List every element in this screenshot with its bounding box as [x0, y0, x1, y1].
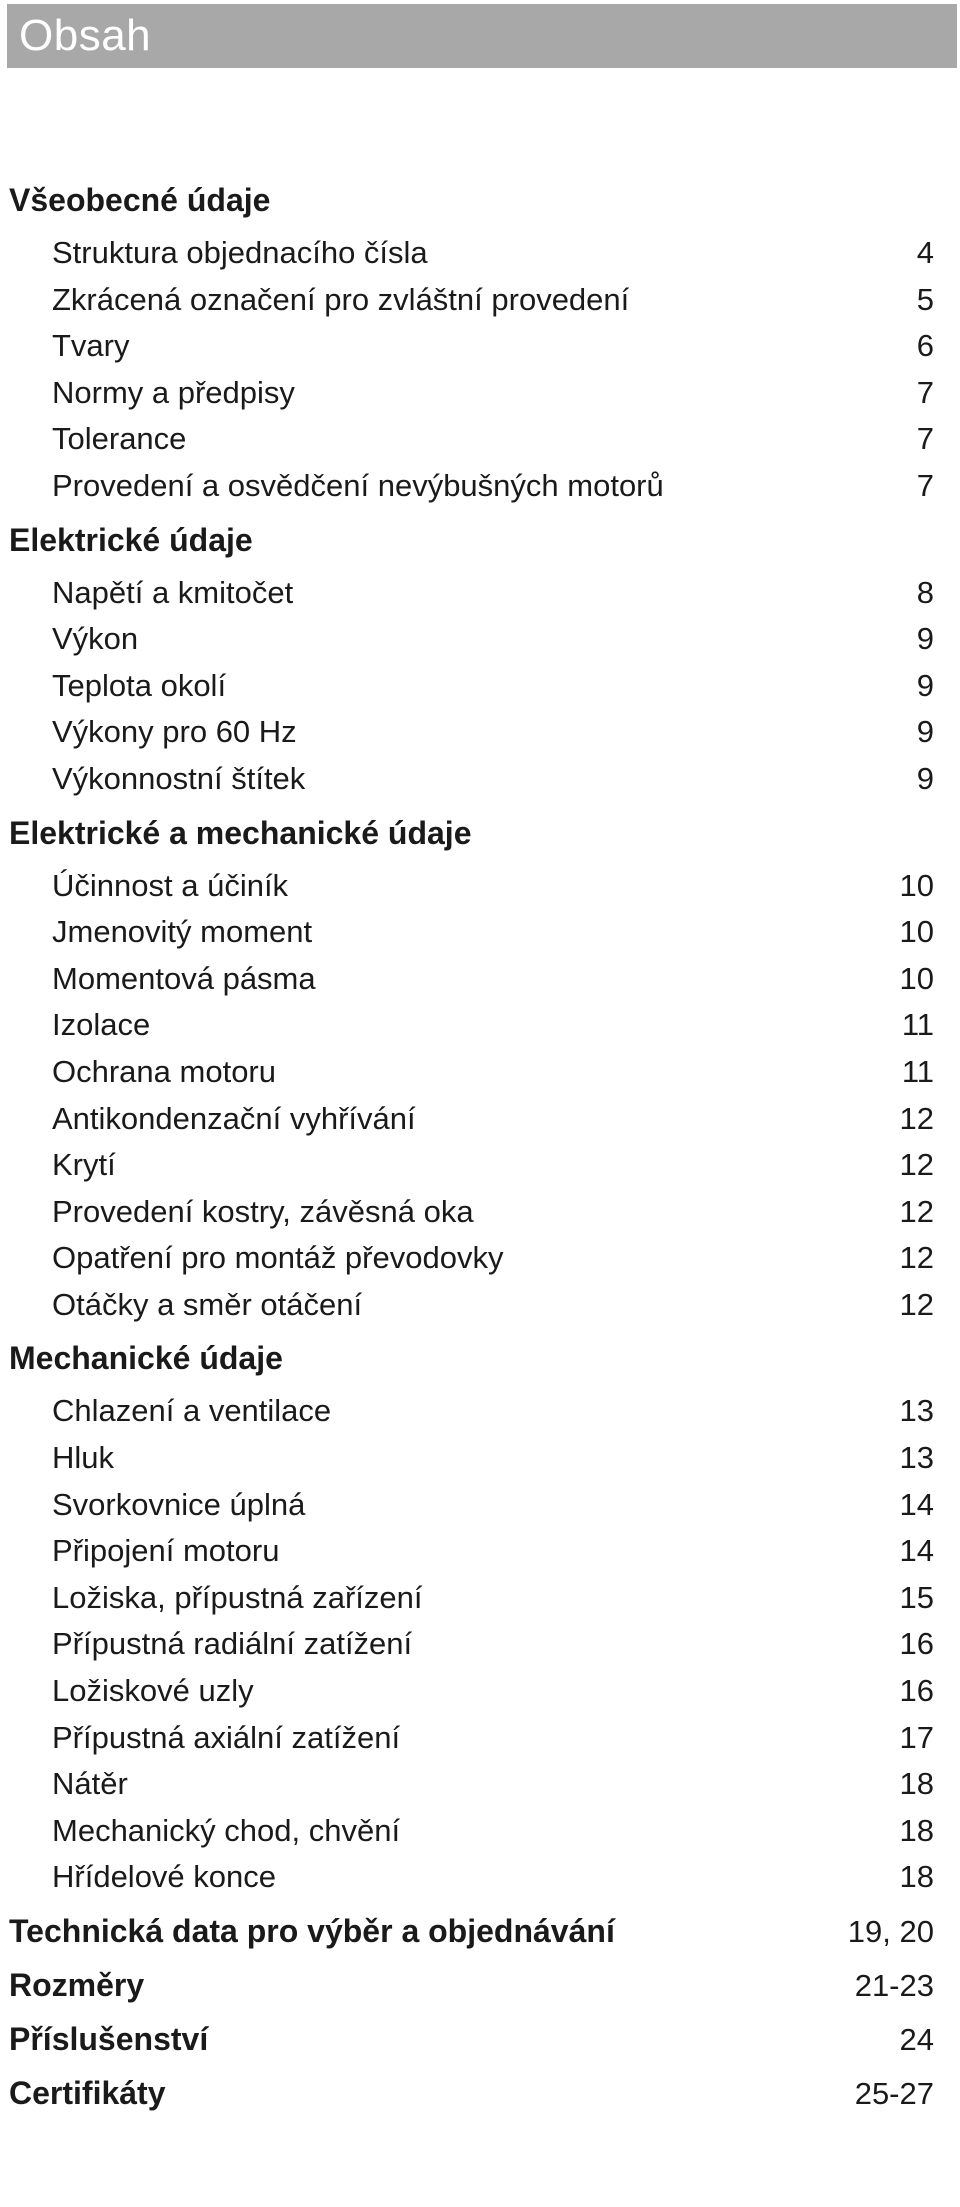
toc-section-heading [0, 180, 960, 220]
toc-entry[interactable] [0, 1854, 960, 1901]
entry-page: 5 [916, 281, 934, 317]
entry-page: 13 [899, 1440, 934, 1476]
entry-label: Momentová pásma [52, 960, 316, 996]
entry-page: 9 [916, 621, 934, 657]
toc-entry[interactable] [0, 370, 960, 417]
entry-label: Výkony pro 60 Hz [52, 714, 297, 750]
entry-page: 12 [899, 1193, 934, 1229]
toc-section-electrical-mechanical [0, 813, 960, 1329]
entry-page: 16 [899, 1626, 934, 1662]
entry-page: 13 [899, 1393, 934, 1429]
entry-label: Ochrana motoru [52, 1053, 276, 1089]
entry-label: Ložiskové uzly [52, 1673, 254, 1709]
toc-entry[interactable] [0, 1482, 960, 1529]
table-of-contents [0, 180, 960, 2127]
toc-entry[interactable] [0, 230, 960, 277]
entry-page: 10 [899, 960, 934, 996]
toc-entry[interactable] [0, 1096, 960, 1143]
toc-entry[interactable] [0, 1528, 960, 1575]
entry-page: 15 [899, 1579, 934, 1615]
entry-label: Opatření pro montáž převodovky [52, 1240, 504, 1276]
entry-page: 7 [916, 467, 934, 503]
entry-label: Ložiska, přípustná zařízení [52, 1579, 423, 1615]
entry-page: 17 [899, 1719, 934, 1755]
toc-entry[interactable] [0, 1282, 960, 1329]
entry-page: 6 [916, 328, 934, 364]
toc-section-heading [0, 520, 960, 560]
toc-entry[interactable] [0, 616, 960, 663]
toc-entry[interactable] [0, 1189, 960, 1236]
toc-entry[interactable] [0, 570, 960, 617]
entry-label: Tvary [52, 328, 130, 364]
entry-page: 4 [916, 235, 934, 270]
entry-label: Jmenovitý moment [52, 914, 313, 950]
entry-label: Teplota okolí [52, 667, 227, 703]
entry-page: 9 [916, 714, 934, 750]
entry-label: Výkonnostní štítek [52, 760, 306, 796]
entry-label: Účinnost a účiník [52, 867, 289, 903]
entry-label: Přípustná radiální zatížení [52, 1626, 413, 1662]
entry-label: Nátěr [52, 1766, 128, 1802]
entry-page: 8 [916, 574, 934, 610]
toc-entry[interactable] [0, 463, 960, 510]
toc-entry[interactable] [0, 1235, 960, 1282]
section-title: Všeobecné údaje [9, 182, 271, 218]
entry-label: Tolerance [52, 421, 187, 457]
entry-label: Chlazení a ventilace [52, 1393, 332, 1429]
section-title: Mechanické údaje [9, 1340, 283, 1377]
entry-label: Provedení kostry, závěsná oka [52, 1193, 474, 1229]
toc-entry[interactable] [0, 1142, 960, 1189]
toc-entry[interactable] [0, 909, 960, 956]
entry-page: 7 [916, 374, 934, 410]
entry-label: Hluk [52, 1440, 115, 1476]
toc-entry[interactable] [0, 1808, 960, 1855]
entry-page: 9 [916, 760, 934, 796]
entry-label: Otáčky a směr otáčení [52, 1286, 363, 1322]
section-title: Technická data pro výběr a objednávání [9, 1913, 615, 1949]
entry-page: 9 [916, 667, 934, 703]
toc-heading-dimensions[interactable] [0, 1965, 960, 2006]
entry-page: 10 [899, 914, 934, 950]
entry-label: Připojení motoru [52, 1533, 280, 1569]
toc-section-heading [0, 813, 960, 853]
section-page: 25-27 [854, 2076, 934, 2111]
toc-heading-certificates[interactable] [0, 2073, 960, 2114]
section-title: Elektrické a mechanické údaje [9, 814, 472, 851]
toc-entry[interactable] [0, 1715, 960, 1762]
toc-entry[interactable] [0, 709, 960, 756]
toc-entry[interactable] [0, 1668, 960, 1715]
toc-heading-accessories[interactable] [0, 2019, 960, 2060]
entry-page: 16 [899, 1673, 934, 1709]
entry-label: Krytí [52, 1147, 116, 1183]
section-page: 21-23 [854, 1968, 934, 2003]
entry-page: 14 [899, 1486, 934, 1522]
section-title: Příslušenství [9, 2021, 209, 2057]
entry-page: 11 [901, 1007, 934, 1043]
toc-heading-technical-data[interactable] [0, 1911, 960, 1952]
toc-entry[interactable] [0, 756, 960, 803]
entry-label: Provedení a osvědčení nevýbušných motorů [52, 467, 664, 503]
section-title: Rozměry [9, 1967, 145, 2003]
entry-label: Mechanický chod, chvění [52, 1812, 401, 1848]
entry-label: Izolace [52, 1007, 151, 1043]
toc-entry[interactable] [0, 663, 960, 710]
toc-entry[interactable] [0, 323, 960, 370]
title-bar [7, 4, 957, 68]
entry-page: 12 [899, 1286, 934, 1322]
entry-label: Napětí a kmitočet [52, 574, 294, 610]
entry-label: Antikondenzační vyhřívání [52, 1100, 416, 1136]
toc-section-heading [0, 1338, 960, 1378]
entry-label: Výkon [52, 621, 139, 657]
toc-entry[interactable] [0, 416, 960, 463]
section-title: Certifikáty [9, 2075, 166, 2111]
entry-label: Zkrácená označení pro zvláštní provedení [52, 281, 630, 317]
section-page: 19, 20 [847, 1914, 934, 1949]
toc-entry[interactable] [0, 863, 960, 910]
entry-page: 18 [899, 1812, 934, 1848]
entry-page: 12 [899, 1147, 934, 1183]
entry-label: Normy a předpisy [52, 374, 295, 410]
toc-section-general [0, 180, 960, 510]
toc-entry[interactable] [0, 1761, 960, 1808]
toc-entry[interactable] [0, 277, 960, 324]
entry-page: 12 [899, 1240, 934, 1276]
entry-page: 7 [916, 421, 934, 457]
entry-page: 18 [899, 1859, 934, 1895]
entry-page: 10 [899, 867, 934, 903]
toc-entry[interactable] [0, 1435, 960, 1482]
toc-section-electrical [0, 520, 960, 803]
entry-page: 11 [901, 1053, 934, 1089]
toc-entry[interactable] [0, 1049, 960, 1096]
entry-label: Struktura objednacího čísla [52, 235, 428, 270]
entry-page: 14 [899, 1533, 934, 1569]
section-page: 24 [899, 2022, 934, 2057]
toc-entry[interactable] [0, 1621, 960, 1668]
toc-entry[interactable] [0, 1575, 960, 1622]
toc-section-mechanical [0, 1338, 960, 1901]
entry-label: Přípustná axiální zatížení [52, 1719, 401, 1755]
toc-entry[interactable] [0, 1002, 960, 1049]
page-title: Obsah [19, 11, 152, 60]
toc-entry[interactable] [0, 956, 960, 1003]
entry-page: 12 [899, 1100, 934, 1136]
toc-entry[interactable] [0, 1388, 960, 1435]
section-title: Elektrické údaje [9, 521, 253, 558]
entry-page: 18 [899, 1766, 934, 1802]
entry-label: Hřídelové konce [52, 1859, 277, 1895]
entry-label: Svorkovnice úplná [52, 1486, 306, 1522]
